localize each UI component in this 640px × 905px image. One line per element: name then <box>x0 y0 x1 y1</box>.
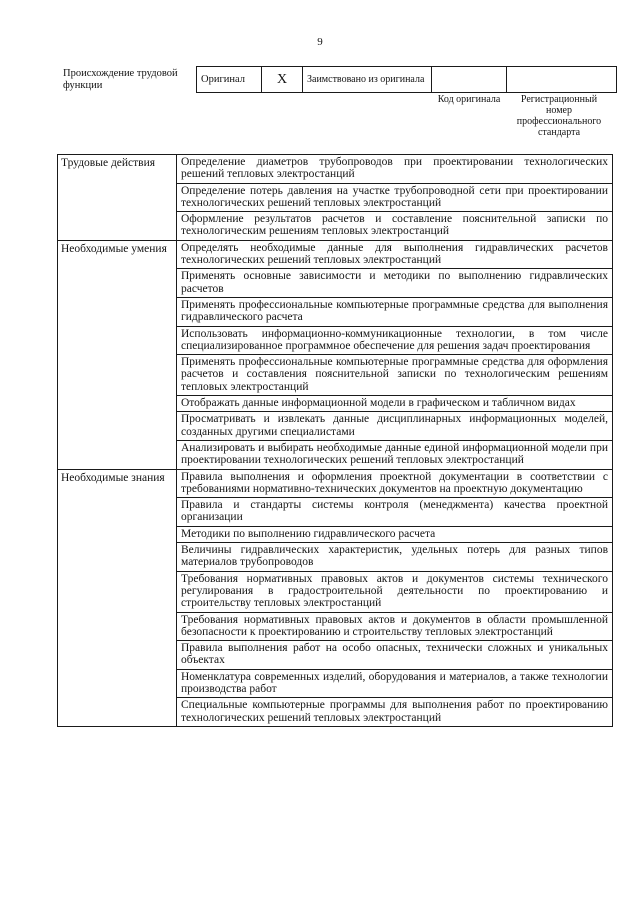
item-cell: Правила выполнения и оформления проектной документации в соответствии с требованиями нормативно-технических документов на проектную документацию <box>177 469 613 498</box>
code-cell <box>432 67 507 93</box>
item-cell: Методики по выполнению гидравлического расчета <box>177 526 613 542</box>
item-cell: Анализировать и выбирать необходимые данные единой информационной модели при проектировании технологических решений тепловых электростанций <box>177 440 613 469</box>
item-cell: Определение потерь давления на участке трубопроводной сети при проектировании технологических решений тепловых электростанций <box>177 183 613 212</box>
item-cell: Определять необходимые данные для выполнения гидравлических расчетов технологических решений тепловых электростанций <box>177 240 613 269</box>
item-cell: Правила выполнения работ на особо опасных, технически сложных и уникальных объектах <box>177 641 613 670</box>
item-cell: Оформление результатов расчетов и составление пояснительной записки по технологическим решениям тепловых электростанций <box>177 212 613 241</box>
code-label: Код оригинала <box>437 94 501 105</box>
original-mark: X <box>262 67 303 93</box>
origin-table <box>196 66 617 93</box>
item-cell: Применять профессиональные компьютерные программные средства для выполнения гидравлического расчета <box>177 297 613 326</box>
category-cell: Необходимые умения <box>58 240 177 469</box>
item-cell: Определение диаметров трубопроводов при проектировании технологических решений тепловых электростанций <box>177 155 613 184</box>
table-row <box>58 469 613 498</box>
item-cell: Применять основные зависимости и методики по выполнению гидравлических расчетов <box>177 269 613 298</box>
original-cell: Оригинал <box>197 67 262 93</box>
item-cell: Величины гидравлических характеристик, удельных потерь для разных типов материалов трубопроводов <box>177 543 613 572</box>
page-number: 9 <box>317 36 323 48</box>
table-row <box>58 155 613 184</box>
item-cell: Просматривать и извлекать данные дисциплинарных информационных моделей, созданных другими специалистами <box>177 412 613 441</box>
item-cell: Отображать данные информационной модели в графическом и табличном видах <box>177 396 613 412</box>
item-cell: Правила и стандарты системы контроля (менеджмента) качества проектной организации <box>177 498 613 527</box>
reg-number-cell <box>507 67 617 93</box>
item-cell: Специальные компьютерные программы для выполнения работ по проектированию технологических решений тепловых электростанций <box>177 698 613 727</box>
item-cell: Применять профессиональные компьютерные программные средства для оформления расчетов и составления пояснительной записки по технологическим решениям тепловых электростанций <box>177 355 613 396</box>
origin-label: Происхождение трудовой функции <box>63 68 178 91</box>
category-cell: Трудовые действия <box>58 155 177 241</box>
table-row <box>58 240 613 269</box>
item-cell: Требования нормативных правовых актов и документов системы технического регулирования в градостроительной деятельности по проектированию и строительству тепловых электростанций <box>177 571 613 612</box>
item-cell: Использовать информационно-коммуникационные технологии, в том числе специализированное программное обеспечение для решения задач проектирования <box>177 326 613 355</box>
reg-number-label: Регистрационный номер профессионального стандарта <box>516 94 602 138</box>
item-cell: Номенклатура современных изделий, оборудования и материалов, а также технологии производства работ <box>177 669 613 698</box>
category-cell: Необходимые знания <box>58 469 177 726</box>
borrowed-cell: Заимствовано из оригинала <box>303 67 432 93</box>
labor-function-table <box>57 154 613 727</box>
item-cell: Требования нормативных правовых актов и документов в области промышленной безопасности к проектированию и строительству тепловых электростанций <box>177 612 613 641</box>
